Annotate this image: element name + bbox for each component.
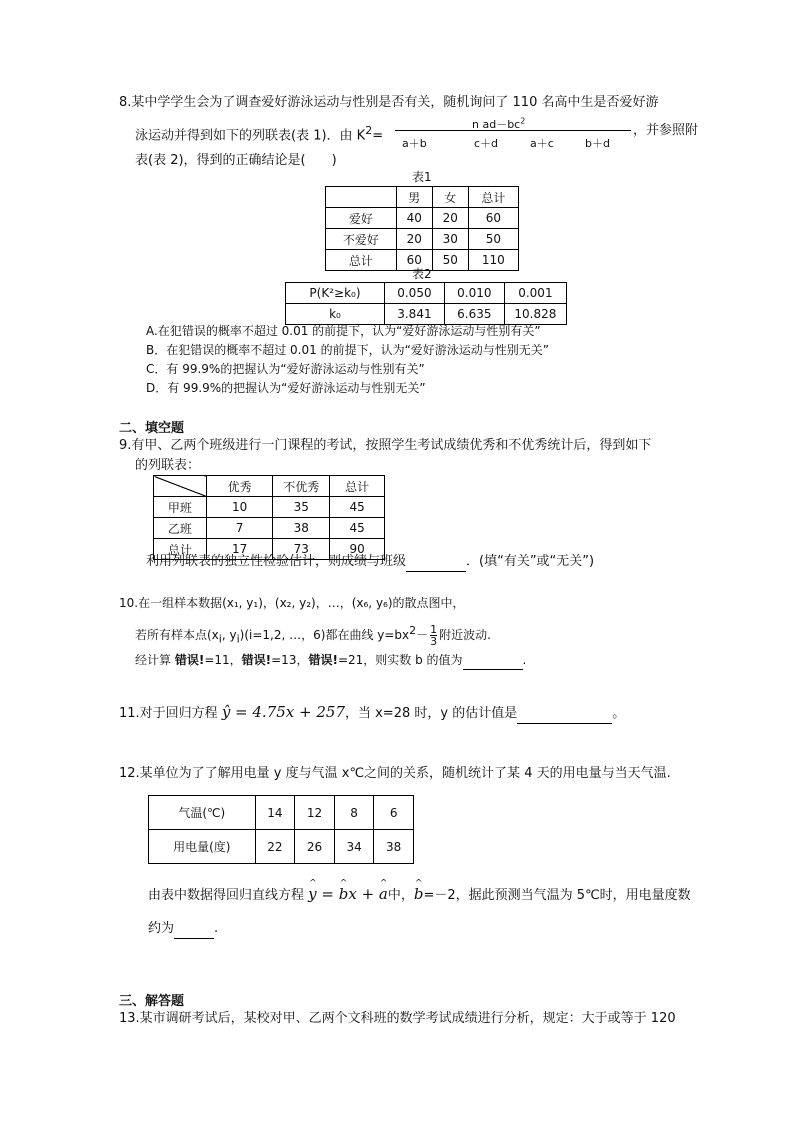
q10-line3-c: =13， xyxy=(271,653,309,667)
q8-den-2: c＋d xyxy=(474,137,499,150)
table-cell: 20 xyxy=(432,208,468,229)
table-cell: 不爱好 xyxy=(326,229,397,250)
q10-sub-i-2: i xyxy=(236,632,240,646)
q12-eq-part: x + xyxy=(348,885,379,903)
table-cell: 0.001 xyxy=(504,283,566,304)
q12-line2-c: =－2，据此预测当气温为 5℃时，用电量度数 xyxy=(423,888,691,903)
table-cell: 35 xyxy=(273,497,330,518)
q8-den-1: a＋b xyxy=(402,137,427,150)
q8-line2-tail: ，并参照附 xyxy=(633,123,699,138)
table-cell: 90 xyxy=(330,539,385,560)
q12-line3-a: 约为 xyxy=(148,921,175,936)
table2 xyxy=(285,282,567,325)
q11-text-c: 。 xyxy=(612,706,626,721)
table-row xyxy=(149,830,414,864)
error-text: 错误! xyxy=(241,653,272,667)
q8-eq-sign: = xyxy=(372,128,384,144)
q10-frac-den: 3 xyxy=(430,635,438,648)
q11-text-a: 11.对于回归方程 xyxy=(119,706,222,721)
q10-frac-num: 1 xyxy=(430,623,438,636)
table-cell: 10.828 xyxy=(504,304,566,325)
q12-line2-a: 由表中数据得回归直线方程 xyxy=(148,888,309,903)
table-cell: P(K²≥k₀) xyxy=(286,283,385,304)
q10-line3-b: =11， xyxy=(204,653,242,667)
table-cell: 总计 xyxy=(326,250,397,271)
table-cell: 20 xyxy=(396,229,432,250)
q12-table xyxy=(148,795,414,864)
q10-line3-d: =21，则实数 b 的值为 xyxy=(337,653,463,667)
table1 xyxy=(325,186,519,271)
table-cell: 60 xyxy=(468,208,518,229)
table-cell: 0.050 xyxy=(384,283,444,304)
q12-line2 xyxy=(148,885,691,905)
q9-line1: 9.有甲、乙两个班级进行一门课程的考试，按照学生考试成绩优秀和不优秀统计后，得到如下 xyxy=(119,438,652,453)
q10-line2-d: 附近波动. xyxy=(439,628,491,642)
table-cell: 6.635 xyxy=(444,304,504,325)
section-heading-solutions: 三、解答题 xyxy=(119,994,185,1009)
q8-den-4: b＋d xyxy=(585,137,610,150)
table-cell: 男 xyxy=(396,187,432,208)
table-cell: k₀ xyxy=(286,304,385,325)
q12-a-hat: ^ a xyxy=(379,885,388,903)
q8-option-a: A.在犯错误的概率不超过 0.01 的前提下，认为“爱好游泳运动与性别有关” xyxy=(146,324,541,338)
table1-header-row xyxy=(326,187,519,208)
q12-line3 xyxy=(148,920,218,939)
q10-line3-e: . xyxy=(522,653,527,667)
table-cell: 6 xyxy=(374,796,414,830)
table-cell: 气温(℃) xyxy=(149,796,256,830)
table-cell: 爱好 xyxy=(326,208,397,229)
table-cell: 7 xyxy=(206,518,273,539)
table-cell: 34 xyxy=(334,830,374,864)
q8-option-b: B．在犯错误的概率不超过 0.01 的前提下，认为“爱好游泳运动与性别无关” xyxy=(146,343,550,357)
table-cell: 用电量(度) xyxy=(149,830,256,864)
q8-line3: 表(表 2)，得到的正确结论是( ) xyxy=(135,153,337,168)
error-text: 错误! xyxy=(174,653,205,667)
q13-line1: 13.某市调研考试后，某校对甲、乙两个文科班的数学考试成绩进行分析，规定：大于或等于 120 xyxy=(119,1011,676,1026)
table-cell: 10 xyxy=(206,497,273,518)
q8-den-3: a＋c xyxy=(530,137,554,150)
table-row xyxy=(149,796,414,830)
table-cell: 73 xyxy=(273,539,330,560)
q9-table xyxy=(153,475,385,560)
q12-y-hat: ^ y xyxy=(308,885,316,903)
q10-line2-a: 若所有样本点(x xyxy=(135,628,219,642)
q10-minus: － xyxy=(416,628,429,642)
table-cell: 17 xyxy=(206,539,273,560)
table-cell: 45 xyxy=(330,497,385,518)
table-cell: 26 xyxy=(295,830,335,864)
table-cell: 30 xyxy=(432,229,468,250)
q8-k-sup: 2 xyxy=(365,124,373,137)
table-cell: 8 xyxy=(334,796,374,830)
q8-formula-num-text: n ad－bc xyxy=(472,118,521,131)
q9-table-header-row xyxy=(154,476,385,497)
q9-after-tail: ．(填“有关”或“无关”) xyxy=(466,554,595,569)
table-cell: 总计 xyxy=(468,187,518,208)
q12-line2-b: 中， xyxy=(387,888,414,903)
q8-options xyxy=(146,322,549,398)
q8-line2-text: 泳运动并得到如下的列联表(表 1)．由 K xyxy=(135,128,366,144)
table-cell: 45 xyxy=(330,518,385,539)
table-row xyxy=(154,518,385,539)
q12-b-hat-2: ^ b xyxy=(414,885,424,903)
answer-blank[interactable] xyxy=(174,920,214,939)
q10-sub-i: i xyxy=(218,632,222,646)
table-cell: 0.010 xyxy=(444,283,504,304)
q10-line1: 10.在一组样本数据(x₁, y₁)，(x₂, y₂)，…，(x₆, y₆)的散点图中， xyxy=(119,596,465,610)
answer-blank[interactable] xyxy=(463,651,523,670)
q9-after-text: 利用列联表的独立性检验估计，则成绩与班级 xyxy=(146,554,407,569)
table1-title: 表1 xyxy=(412,170,432,184)
error-text: 错误! xyxy=(308,653,338,667)
table-cell: 110 xyxy=(468,250,518,271)
table-row xyxy=(286,283,567,304)
q10-sup-2: 2 xyxy=(409,624,417,637)
table-cell: 12 xyxy=(295,796,335,830)
q8-line2 xyxy=(135,122,383,145)
q12-line3-b: . xyxy=(214,921,219,936)
q8-option-c: C．有 99.9%的把握认为“爱好游泳运动与性别有关” xyxy=(146,362,425,376)
table-row xyxy=(154,497,385,518)
q8-formula-num-sup: 2 xyxy=(520,116,526,126)
table2-title: 表2 xyxy=(412,267,432,281)
table-cell: 不优秀 xyxy=(273,476,330,497)
table-cell: 乙班 xyxy=(154,518,207,539)
table-row xyxy=(326,229,519,250)
table-cell: 50 xyxy=(468,229,518,250)
table-cell: 38 xyxy=(374,830,414,864)
q11-line xyxy=(119,703,625,724)
q10-line2 xyxy=(135,622,491,648)
q12-eq-part: = xyxy=(316,885,339,903)
table-cell: 3.841 xyxy=(384,304,444,325)
q8-formula-bar xyxy=(395,130,631,131)
table-cell: 40 xyxy=(396,208,432,229)
q10-line3-a: 经计算 xyxy=(135,653,175,667)
q10-line3 xyxy=(135,651,526,670)
q11-text-b: ，当 x=28 时，y 的估计值是 xyxy=(344,706,518,721)
answer-blank[interactable] xyxy=(406,553,466,572)
table-cell: 60 xyxy=(396,250,432,271)
q8-option-d: D．有 99.9%的把握认为“爱好游泳运动与性别无关” xyxy=(146,381,426,395)
table-cell xyxy=(326,187,397,208)
table-cell-diagonal xyxy=(154,476,207,497)
section-heading-fill-in: 二、填空题 xyxy=(119,421,185,436)
table-cell: 38 xyxy=(273,518,330,539)
q10-line2-c: )(i=1,2, …，6)都在曲线 y=bx xyxy=(239,628,410,642)
table-cell: 14 xyxy=(255,796,295,830)
table-cell: 总计 xyxy=(154,539,207,560)
table-cell: 甲班 xyxy=(154,497,207,518)
q10-line2-b: , y xyxy=(221,628,237,642)
answer-blank[interactable] xyxy=(517,705,612,724)
q8-line1: 8.某中学学生会为了调查爱好游泳运动与性别是否有关，随机询问了 110 名高中生是否爱好游 xyxy=(119,95,659,110)
table-cell: 22 xyxy=(255,830,295,864)
table-cell: 女 xyxy=(432,187,468,208)
table-cell: 50 xyxy=(432,250,468,271)
q12-line1: 12.某单位为了了解用电量 y 度与气温 x℃之间的关系，随机统计了某 4 天的用电量与当天气温. xyxy=(119,766,671,781)
q9-after xyxy=(146,553,594,572)
table-cell: 总计 xyxy=(330,476,385,497)
q10-fraction xyxy=(430,624,437,647)
table-cell: 优秀 xyxy=(206,476,273,497)
q11-equation: ŷ = 4.75x + 257 xyxy=(221,703,345,721)
q9-line2: 的列联表： xyxy=(135,458,201,473)
q12-b-hat: ^ b xyxy=(339,885,349,903)
table-row xyxy=(326,208,519,229)
